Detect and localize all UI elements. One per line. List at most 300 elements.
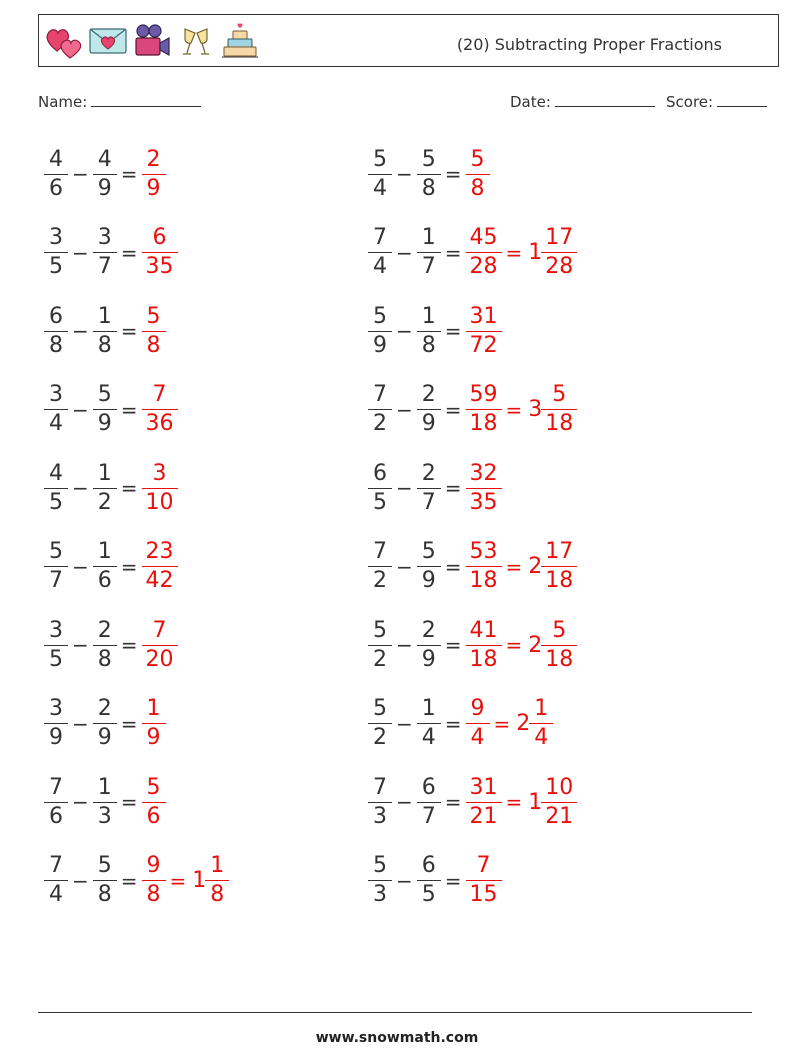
name-field[interactable] xyxy=(38,92,201,111)
answer-fraction-denominator: 8 xyxy=(470,175,485,201)
mixed-whole-number: 1 xyxy=(528,789,543,815)
minus-sign: − xyxy=(396,711,413,736)
subtrahend-fraction-numerator: 2 xyxy=(93,620,117,646)
movie-camera-icon xyxy=(131,21,173,61)
answer xyxy=(468,146,488,201)
minuend-fraction-denominator: 3 xyxy=(373,803,387,829)
mixed-fraction-denominator: 4 xyxy=(534,725,549,750)
mixed-fraction xyxy=(543,617,575,672)
mixed-fraction xyxy=(543,541,575,592)
minus-sign: − xyxy=(396,476,413,500)
answer-fraction xyxy=(144,774,164,829)
minus-sign: − xyxy=(396,240,413,265)
minuend-fraction xyxy=(46,146,66,201)
problem-item xyxy=(370,142,488,206)
minus-sign: − xyxy=(396,790,413,814)
mixed-whole-number: 1 xyxy=(192,868,207,893)
equals-sign: = xyxy=(120,319,138,343)
subtrahend-fraction-numerator: 6 xyxy=(417,855,441,881)
answer-fraction-numerator: 5 xyxy=(466,149,490,175)
minuend-fraction-numerator: 5 xyxy=(368,855,392,881)
minuend-fraction xyxy=(370,227,390,278)
subtrahend-fraction-denominator: 8 xyxy=(97,646,112,672)
answer xyxy=(468,774,576,829)
subtrahend-fraction xyxy=(419,460,439,515)
minuend-fraction xyxy=(370,541,390,592)
problem-item xyxy=(46,692,164,756)
footer-divider xyxy=(38,1012,752,1013)
minus-sign: − xyxy=(72,633,89,657)
answer xyxy=(468,698,552,749)
minuend-fraction-numerator: 7 xyxy=(368,227,392,253)
minuend-fraction-numerator: 5 xyxy=(368,698,392,724)
equals-sign: = xyxy=(444,711,462,736)
subtrahend-fraction-denominator: 2 xyxy=(97,489,112,515)
answer-fraction-denominator: 18 xyxy=(469,411,498,436)
subtrahend-fraction xyxy=(419,384,439,435)
minuend-fraction xyxy=(370,698,390,749)
minuend-fraction-denominator: 5 xyxy=(373,489,387,515)
subtrahend-fraction-numerator: 4 xyxy=(93,149,117,175)
answer xyxy=(468,541,576,592)
subtrahend-fraction xyxy=(419,541,439,592)
answer-fraction-denominator: 28 xyxy=(469,254,498,279)
minuend-fraction-numerator: 3 xyxy=(44,227,68,253)
subtrahend-fraction xyxy=(419,617,439,672)
mixed-equals-sign: = xyxy=(493,711,511,736)
minuend-fraction-denominator: 6 xyxy=(49,175,63,201)
problem-item xyxy=(370,378,575,442)
mixed-fraction xyxy=(531,698,551,749)
answer-fraction xyxy=(468,227,500,278)
equals-sign: = xyxy=(444,319,462,343)
minuend-fraction xyxy=(370,384,390,435)
minuend-fraction-numerator: 4 xyxy=(44,463,68,489)
date-label: Date: xyxy=(510,93,551,111)
answer-fraction-denominator: 4 xyxy=(470,725,485,750)
minuend-fraction-numerator: 5 xyxy=(368,306,392,332)
problem-item xyxy=(46,142,164,206)
minus-sign: − xyxy=(72,868,89,893)
problem-item xyxy=(46,378,176,442)
answer-fraction xyxy=(468,384,500,435)
minuend-fraction-denominator: 4 xyxy=(49,411,63,436)
subtrahend-fraction xyxy=(95,146,115,201)
answer-fraction xyxy=(144,541,176,592)
minus-sign: − xyxy=(396,162,413,186)
subtrahend-fraction-denominator: 9 xyxy=(421,411,436,436)
subtrahend-fraction-numerator: 6 xyxy=(417,777,441,803)
answer xyxy=(144,617,176,672)
mixed-fraction-numerator: 17 xyxy=(541,541,577,567)
problem-item xyxy=(370,456,500,520)
subtrahend-fraction-denominator: 7 xyxy=(97,254,112,279)
minuend-fraction xyxy=(46,855,66,906)
minuend-fraction-numerator: 7 xyxy=(368,541,392,567)
answer-fraction-numerator: 5 xyxy=(142,777,166,803)
mixed-fraction-numerator: 5 xyxy=(541,620,577,646)
answer-fraction-numerator: 45 xyxy=(466,227,502,253)
answer-fraction-denominator: 18 xyxy=(469,646,498,672)
minus-sign: − xyxy=(396,868,413,893)
answer xyxy=(468,617,576,672)
answer-fraction xyxy=(144,303,164,358)
equals-sign: = xyxy=(120,790,138,814)
mixed-fraction xyxy=(207,855,227,906)
minuend-fraction xyxy=(46,227,66,278)
worksheet-title: (20) Subtracting Proper Fractions xyxy=(456,35,722,54)
minuend-fraction-numerator: 5 xyxy=(44,541,68,567)
equals-sign: = xyxy=(444,633,462,657)
answer-fraction-numerator: 32 xyxy=(466,463,502,489)
mixed-whole-number: 2 xyxy=(528,632,543,658)
subtrahend-fraction-denominator: 8 xyxy=(97,332,112,358)
subtrahend-fraction-numerator: 5 xyxy=(93,384,117,410)
subtrahend-fraction xyxy=(419,303,439,358)
mixed-equals-sign: = xyxy=(505,790,523,814)
answer xyxy=(468,460,500,515)
subtrahend-fraction-denominator: 8 xyxy=(97,882,112,907)
minuend-fraction xyxy=(46,698,66,749)
score-line xyxy=(717,92,767,107)
subtrahend-fraction xyxy=(419,227,439,278)
answer-fraction-denominator: 6 xyxy=(146,803,161,829)
minuend-fraction xyxy=(370,146,390,201)
problem-item xyxy=(370,613,575,677)
equals-sign: = xyxy=(444,868,462,893)
answer-fraction-denominator: 20 xyxy=(145,646,174,672)
minuend-fraction-numerator: 3 xyxy=(44,384,68,410)
minuend-fraction-denominator: 2 xyxy=(373,411,387,436)
answer-fraction-denominator: 8 xyxy=(146,332,161,358)
minuend-fraction-numerator: 6 xyxy=(368,463,392,489)
equals-sign: = xyxy=(120,476,138,500)
minuend-fraction-denominator: 5 xyxy=(49,489,63,515)
minus-sign: − xyxy=(72,319,89,343)
subtrahend-fraction-numerator: 5 xyxy=(93,855,117,881)
subtrahend-fraction xyxy=(95,855,115,906)
answer-fraction-numerator: 7 xyxy=(466,855,502,881)
problem-item xyxy=(370,770,575,834)
answer-fraction xyxy=(144,460,176,515)
subtrahend-fraction-numerator: 2 xyxy=(417,620,441,646)
answer-fraction-numerator: 7 xyxy=(142,620,178,646)
subtrahend-fraction-numerator: 1 xyxy=(93,306,117,332)
subtrahend-fraction-numerator: 5 xyxy=(417,149,441,175)
minuend-fraction xyxy=(46,303,66,358)
equals-sign: = xyxy=(120,868,138,893)
subtrahend-fraction-denominator: 6 xyxy=(97,568,112,593)
mixed-fraction xyxy=(543,384,575,435)
subtrahend-fraction-numerator: 2 xyxy=(417,463,441,489)
mixed-equals-sign: = xyxy=(505,554,523,579)
minuend-fraction-denominator: 5 xyxy=(49,646,63,672)
mixed-fraction-numerator: 5 xyxy=(541,384,577,410)
answer-fraction xyxy=(144,384,176,435)
header-icons xyxy=(43,21,261,61)
answer-fraction xyxy=(144,617,176,672)
answer-fraction xyxy=(468,774,500,829)
minuend-fraction-numerator: 6 xyxy=(44,306,68,332)
answer xyxy=(468,303,500,358)
minuend-fraction-denominator: 9 xyxy=(49,725,63,750)
answer-fraction-denominator: 35 xyxy=(469,489,498,515)
minuend-fraction-numerator: 3 xyxy=(44,698,68,724)
answer-fraction-denominator: 35 xyxy=(145,254,174,279)
answer-fraction-numerator: 31 xyxy=(466,777,502,803)
minus-sign: − xyxy=(72,711,89,736)
problem-item xyxy=(46,221,176,285)
mixed-equals-sign: = xyxy=(505,633,523,657)
minuend-fraction xyxy=(46,541,66,592)
minuend-fraction-numerator: 3 xyxy=(44,620,68,646)
mixed-whole-number: 3 xyxy=(528,397,543,422)
mixed-fraction-denominator: 18 xyxy=(545,568,574,593)
answer-fraction-numerator: 9 xyxy=(142,855,166,881)
minuend-fraction xyxy=(46,617,66,672)
subtrahend-fraction xyxy=(95,460,115,515)
answer xyxy=(144,303,164,358)
answer-fraction xyxy=(468,855,500,906)
minus-sign: − xyxy=(396,397,413,422)
answer xyxy=(468,227,576,278)
problem-item xyxy=(46,849,227,913)
subtrahend-fraction xyxy=(95,774,115,829)
subtrahend-fraction-denominator: 9 xyxy=(421,568,436,593)
minuend-fraction xyxy=(46,384,66,435)
answer-fraction xyxy=(144,146,164,201)
score-label: Score: xyxy=(666,93,714,111)
subtrahend-fraction-numerator: 3 xyxy=(93,227,117,253)
equals-sign: = xyxy=(444,162,462,186)
subtrahend-fraction xyxy=(95,698,115,749)
subtrahend-fraction-denominator: 7 xyxy=(421,254,436,279)
minuend-fraction xyxy=(370,303,390,358)
answer-fraction xyxy=(468,617,500,672)
minuend-fraction xyxy=(370,774,390,829)
subtrahend-fraction-denominator: 3 xyxy=(97,803,112,829)
mixed-fraction-denominator: 21 xyxy=(545,803,574,829)
minus-sign: − xyxy=(72,554,89,579)
minuend-fraction xyxy=(370,617,390,672)
answer xyxy=(144,227,176,278)
answer-fraction-denominator: 8 xyxy=(146,882,161,907)
name-label: Name: xyxy=(38,93,88,111)
answer-fraction-numerator: 41 xyxy=(466,620,502,646)
minuend-fraction xyxy=(46,460,66,515)
equals-sign: = xyxy=(120,240,138,265)
minus-sign: − xyxy=(396,633,413,657)
score-field[interactable] xyxy=(666,92,767,111)
answer xyxy=(144,541,176,592)
minus-sign: − xyxy=(72,476,89,500)
answer-fraction xyxy=(144,227,176,278)
minus-sign: − xyxy=(72,397,89,422)
answer-fraction-denominator: 9 xyxy=(146,725,161,750)
answer-fraction-numerator: 7 xyxy=(142,384,178,410)
subtrahend-fraction xyxy=(419,146,439,201)
answer xyxy=(144,146,164,201)
equals-sign: = xyxy=(444,554,462,579)
answer xyxy=(144,855,228,906)
equals-sign: = xyxy=(120,711,138,736)
problem-item xyxy=(370,692,551,756)
footer-url: www.snowmath.com xyxy=(315,1030,479,1046)
answer-fraction-numerator: 1 xyxy=(142,698,166,724)
subtrahend-fraction xyxy=(95,303,115,358)
subtrahend-fraction-denominator: 7 xyxy=(421,803,436,829)
subtrahend-fraction xyxy=(419,855,439,906)
minuend-fraction-denominator: 6 xyxy=(49,803,63,829)
mixed-fraction-numerator: 10 xyxy=(541,777,577,803)
equals-sign: = xyxy=(444,240,462,265)
minuend-fraction-numerator: 4 xyxy=(44,149,68,175)
problem-item xyxy=(370,849,500,913)
answer xyxy=(144,774,164,829)
subtrahend-fraction-denominator: 8 xyxy=(421,332,436,358)
answer-fraction-numerator: 53 xyxy=(466,541,502,567)
subtrahend-fraction xyxy=(95,617,115,672)
minuend-fraction-numerator: 7 xyxy=(44,777,68,803)
problem-item xyxy=(46,456,176,520)
subtrahend-fraction-denominator: 7 xyxy=(421,489,436,515)
answer-fraction-denominator: 21 xyxy=(469,803,498,829)
subtrahend-fraction-numerator: 1 xyxy=(93,541,117,567)
equals-sign: = xyxy=(444,397,462,422)
minus-sign: − xyxy=(72,162,89,186)
answer-fraction-denominator: 10 xyxy=(145,489,174,515)
minus-sign: − xyxy=(72,240,89,265)
answer-fraction-numerator: 9 xyxy=(466,698,490,724)
minuend-fraction xyxy=(46,774,66,829)
answer-fraction xyxy=(468,541,500,592)
equals-sign: = xyxy=(444,790,462,814)
mixed-fraction-denominator: 8 xyxy=(210,882,225,907)
minus-sign: − xyxy=(396,554,413,579)
answer-fraction xyxy=(144,698,164,749)
subtrahend-fraction-denominator: 9 xyxy=(97,175,112,201)
mixed-fraction xyxy=(543,227,575,278)
subtrahend-fraction-numerator: 5 xyxy=(417,541,441,567)
answer-fraction xyxy=(468,460,500,515)
answer-fraction-numerator: 3 xyxy=(142,463,178,489)
minuend-fraction-denominator: 4 xyxy=(373,254,387,279)
mixed-fraction-denominator: 18 xyxy=(545,411,574,436)
mixed-fraction-denominator: 18 xyxy=(545,646,574,672)
mixed-fraction-numerator: 1 xyxy=(529,698,553,724)
date-line xyxy=(555,92,655,107)
answer-fraction-denominator: 9 xyxy=(146,175,161,201)
answer-fraction-numerator: 6 xyxy=(142,227,178,253)
answer xyxy=(144,698,164,749)
answer-fraction-numerator: 2 xyxy=(142,149,166,175)
minuend-fraction-denominator: 8 xyxy=(49,332,63,358)
champagne-glasses-icon xyxy=(175,21,217,61)
subtrahend-fraction xyxy=(419,698,439,749)
subtrahend-fraction-numerator: 1 xyxy=(93,463,117,489)
answer xyxy=(144,384,176,435)
problem-item xyxy=(46,299,164,363)
subtrahend-fraction-denominator: 9 xyxy=(97,411,112,436)
equals-sign: = xyxy=(120,554,138,579)
equals-sign: = xyxy=(120,397,138,422)
minuend-fraction-denominator: 2 xyxy=(373,725,387,750)
wedding-cake-icon xyxy=(219,21,261,61)
answer-fraction xyxy=(468,146,488,201)
minuend-fraction-denominator: 4 xyxy=(49,882,63,907)
minuend-fraction-numerator: 7 xyxy=(44,855,68,881)
minuend-fraction-denominator: 9 xyxy=(373,332,387,358)
minuend-fraction-denominator: 7 xyxy=(49,568,63,593)
mixed-fraction-denominator: 28 xyxy=(545,254,574,279)
equals-sign: = xyxy=(120,633,138,657)
minuend-fraction-denominator: 5 xyxy=(49,254,63,279)
subtrahend-fraction-denominator: 8 xyxy=(421,175,436,201)
minuend-fraction-numerator: 5 xyxy=(368,620,392,646)
mixed-fraction-numerator: 1 xyxy=(205,855,229,881)
answer-fraction xyxy=(144,855,164,906)
date-field[interactable] xyxy=(510,92,655,111)
answer-fraction-denominator: 15 xyxy=(469,882,498,907)
subtrahend-fraction-numerator: 1 xyxy=(417,227,441,253)
problem-item xyxy=(370,221,575,285)
answer-fraction xyxy=(468,698,488,749)
minuend-fraction-denominator: 2 xyxy=(373,646,387,672)
problem-item xyxy=(370,299,500,363)
answer-fraction-numerator: 59 xyxy=(466,384,502,410)
minuend-fraction-denominator: 4 xyxy=(373,175,387,201)
equals-sign: = xyxy=(444,476,462,500)
answer-fraction-numerator: 23 xyxy=(142,541,178,567)
subtrahend-fraction-denominator: 9 xyxy=(421,646,436,672)
mixed-whole-number: 2 xyxy=(516,711,531,736)
subtrahend-fraction-denominator: 9 xyxy=(97,725,112,750)
subtrahend-fraction-denominator: 5 xyxy=(421,882,436,907)
name-line xyxy=(91,92,201,107)
equals-sign: = xyxy=(120,162,138,186)
answer-fraction-numerator: 5 xyxy=(142,306,166,332)
worksheet-header xyxy=(38,14,779,67)
answer-fraction xyxy=(468,303,500,358)
answer-fraction-denominator: 36 xyxy=(145,411,174,436)
love-letter-icon xyxy=(87,21,129,61)
mixed-whole-number: 1 xyxy=(528,240,543,265)
problem-item xyxy=(46,770,164,834)
subtrahend-fraction-numerator: 1 xyxy=(93,777,117,803)
minuend-fraction-numerator: 5 xyxy=(368,149,392,175)
subtrahend-fraction-numerator: 2 xyxy=(417,384,441,410)
mixed-equals-sign: = xyxy=(505,240,523,265)
answer-fraction-denominator: 42 xyxy=(145,568,174,593)
subtrahend-fraction xyxy=(419,774,439,829)
problem-item xyxy=(370,535,575,599)
mixed-fraction xyxy=(543,774,575,829)
subtrahend-fraction xyxy=(95,384,115,435)
answer xyxy=(468,855,500,906)
subtrahend-fraction-denominator: 4 xyxy=(421,725,436,750)
mixed-fraction-numerator: 17 xyxy=(541,227,577,253)
answer-fraction-numerator: 31 xyxy=(466,306,502,332)
answer xyxy=(144,460,176,515)
minuend-fraction-denominator: 3 xyxy=(373,882,387,907)
subtrahend-fraction xyxy=(95,227,115,278)
subtrahend-fraction-numerator: 1 xyxy=(417,306,441,332)
mixed-equals-sign: = xyxy=(505,397,523,422)
answer xyxy=(468,384,576,435)
mixed-equals-sign: = xyxy=(169,868,187,893)
problem-item xyxy=(46,535,176,599)
minus-sign: − xyxy=(72,790,89,814)
